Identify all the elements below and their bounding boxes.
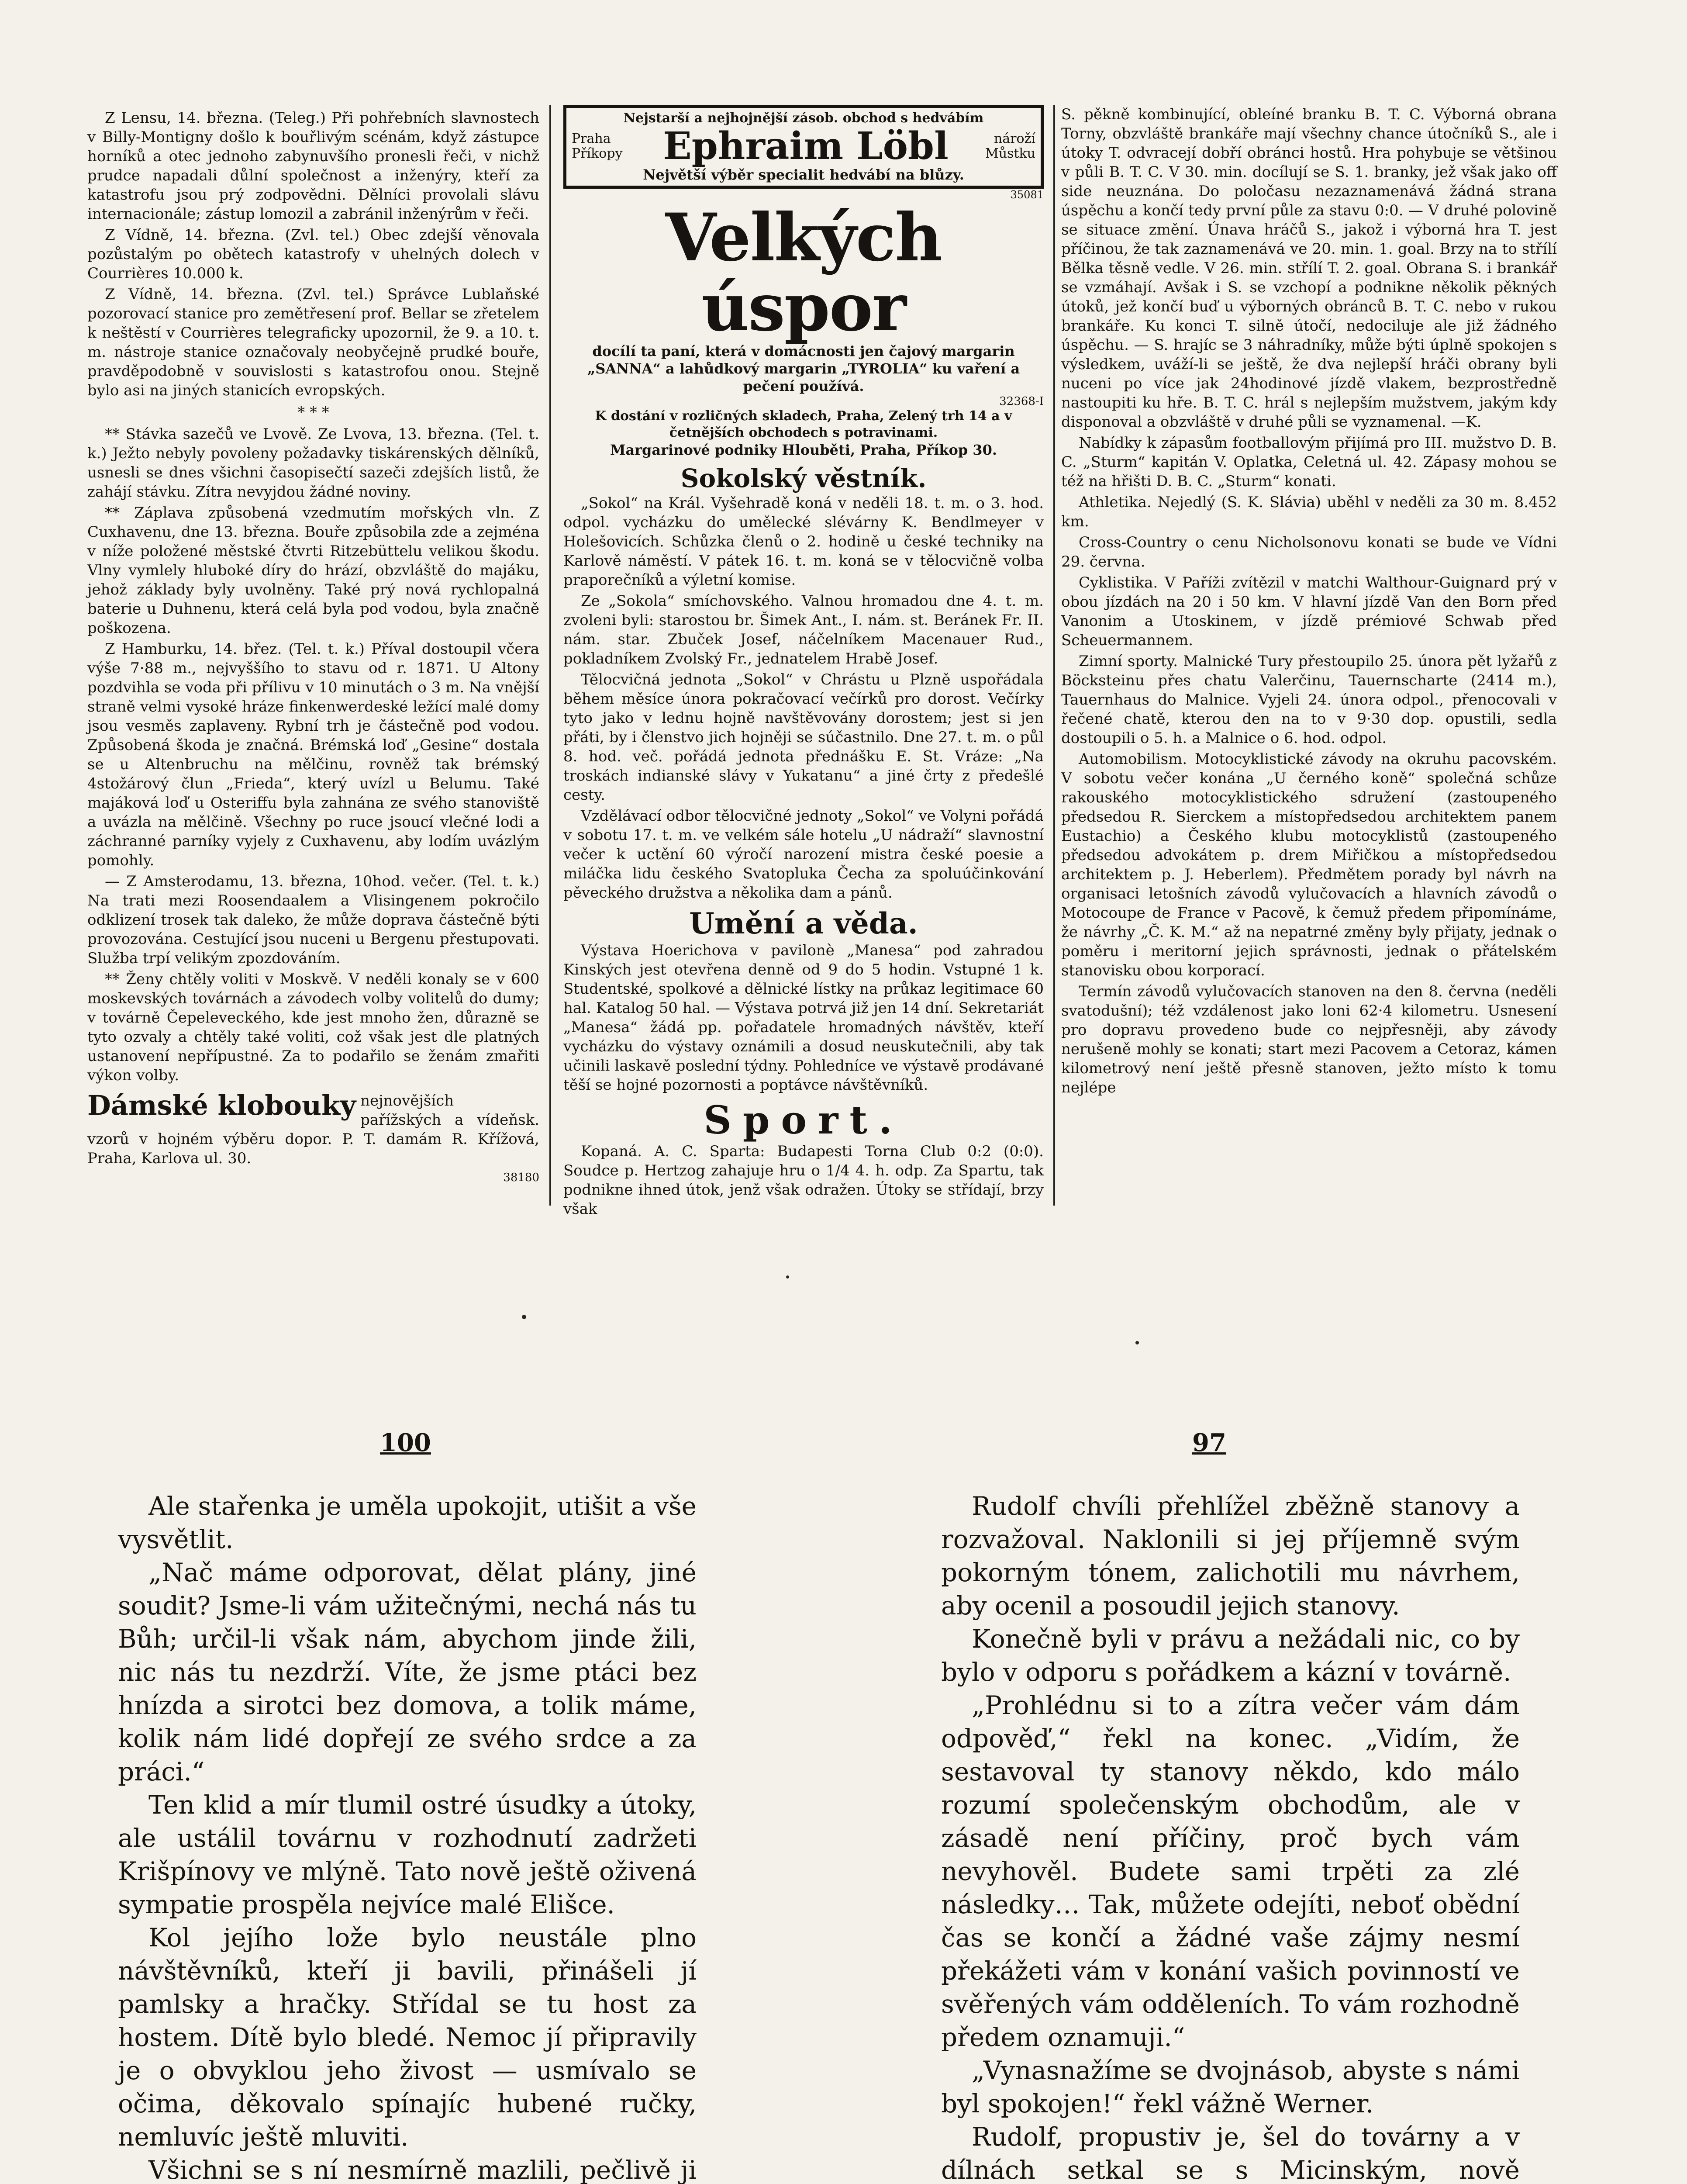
book-paragraph: Ten klid a mír tlumil ostré úsudky a útoky, ale ustálil továrnu v rozhodnutí zadržeti Krišpínovy ve mlýně. Tato nově ještě oživená sympatie prospěla nejvíce malé Elišce. <box>118 1790 697 1919</box>
scan-speck <box>786 1275 789 1279</box>
book-paragraph: Rudolf, propustiv je, šel do továrny a v dílnách setkal se s Micinským, nově <box>941 2122 1520 2184</box>
ad-margarine-code: 32368-I <box>999 395 1044 408</box>
news-paragraph: ** Stávka sazečů ve Lvově. Ze Lvova, 13. března. (Tel. t. k.) Ježto nebyly povoleny požadavky tiskárenských dělníků, usnesli se dnes všichni časopisečtí sazeči zdejších listů, že zahájí stávku. Zítra nevyjdou žádné noviny. <box>87 425 539 501</box>
ad-margarine <box>563 199 1044 459</box>
sokol-paragraph: Vzdělávací odbor tělocvičné jednoty „Sokol“ ve Volyni pořádá v sobotu 17. t. m. ve velkém sále hotelu „U nádraží“ slavnostní večer k uctění 60 výročí narození mistra české poesie a miláčka lidu českého Svatopluka Čecha za spoluúčinkování pěveckého družstva a několika dam a pánů. <box>563 807 1044 902</box>
sokol-paragraph: „Sokol“ na Král. Vyšehradě koná v neděli 18. t. m. o 3. hod. odpol. vycházku do umělecké slévárny K. Bendlmeyer v Holešovicích. Schůzka členů o 2. hodině u české techniky na Karlově náměstí. V pátek 16. t. m. koná se v tělocvičně volba praporečníků a výletní komise. <box>563 494 1044 589</box>
ad-hats <box>87 1091 539 1187</box>
news-paragraph: Zimní sporty. Malnické Tury přestoupilo 25. února pět lyžařů z Böcksteinu přes chatu Valerčinu, Tauernscharte (2414 m.), Tauernhaus do Malnice. Vyjeli 24. února odpol., přenocovali v řečené chatě, kterou den na to v 9·30 dop. opustili, sedla dostoupili o 5. h. a Malnice o 6. hod. odpol. <box>1061 653 1557 747</box>
ad-margarine-body2: K dostání v rozličných skladech, Praha, Zelený trh 14 a v četnějších obchodech s potravinami. <box>595 408 1012 440</box>
news-paragraph: Nabídky k zápasům footballovým přijímá pro III. mužstvo D. B. C. „Sturm“ kapitán V. Oplatka, Celetná ul. 42. Zápasy mohou se též na hřišti D. B. C. „Sturm“ konati. <box>1061 434 1557 490</box>
book-paragraph: „Nač máme odporovat, dělat plány, jiné soudit? Jsme-li vám užitečnými, nechá nás tu Bůh; určil-li však nám, abychom jinde žili, nic nás tu nezdrží. Víte, že jsme ptáci bez hnízda a sirotci bez domova, a tolik máme, kolik nám lidé dopřejí ze svého srdce a za práci.“ <box>118 1558 697 1787</box>
news-paragraph: Z Hamburku, 14. břez. (Tel. t. k.) Příval dostoupil včera výše 7·88 m., nejvyššího to stavu od r. 1871. U Altony pozdvihla se voda při přílivu v 10 minutách o 3 m. Na vnější straně velmi vysoké hráze finkenwerdeské ležící malé domy jsou vesměs zaplaveny. Rybní trh je částečně pod vodou. Způsobená škoda je značná. Brémská loď „Gesine“ dostala se u Altenbruchu na mělčinu, rovněž tak brémský 4stožárový člun „Frieda“, který uvízl u Belumu. Také majáková loď u Osteriffu byla zahnána ze svého stanoviště a uvázla na mělčině. Všechny po ruce jsoucí vlečné lodi a záchranné parníky vyjely z Cuxhavenu, aby lodím uvázlým pomohly. <box>87 640 539 869</box>
ad-hats-title: Dámské klobouky <box>87 1089 356 1121</box>
book-paragraph: Rudolf chvíli přehlížel zběžně stanovy a rozvažoval. Naklonili si jej příjemně svým pokorným tónem, zalichotili mu návrhem, aby ocenil a posoudil jejich stanovy. <box>941 1491 1520 1621</box>
sokol-paragraph: Tělocvičná jednota „Sokol“ v Chrástu u Plzně uspořádala během měsíce února pokračovací večírků pro dorost. Večírky tyto jako v lednu hojně navštěvovány dorostem; jest si jen přáti, by i členstvo jich hojněji se súčastnilo. Dne 27. t. m. o půl 8. hod. več. pořádá jednota přednášku E. St. Vráze: „Na troskách indianské slávy v Yukatanu“ a jiné črty z předešlé cesty. <box>563 671 1044 804</box>
ad-silk-left: Praha Příkopy <box>572 131 623 161</box>
column-rule <box>1053 105 1055 1206</box>
news-column-left <box>87 108 539 1187</box>
news-paragraph: Termín závodů vylučovacích stanoven na den 8. června (neděli svatodušní); též vzdálenost jako loni 62·4 kilometru. Usnesení pro dopravu provedeno bude co nejpřesněji, aby závody nerušeně mohly se konati; start mezi Pacovem a Cetoraz, kámen kilometrový není ještě přesně stanoven, ježto místo k tomu nejlépe <box>1061 983 1557 1096</box>
ad-silk-code: 35081 <box>1010 189 1044 201</box>
stars-separator: * * * <box>297 404 329 421</box>
news-paragraph: Z Lensu, 14. března. (Teleg.) Při pohřebních slavnostech v Billy-Montigny došlo k bouřlivým scénám, když zástupce horníků a otec jednoho zabynuvšího pronesli řeči, v nichž prudce napadali důlní společnost a inženýry, kteří za katastrofu jsou prý zodpovědni. Dělníci provolali slávu internacionále; zástup lomozil a zabránil inženýrům v řeči. <box>87 109 539 223</box>
sokol-paragraph: Ze „Sokola“ smíchovského. Valnou hromadou dne 4. t. m. zvoleni byli: starostou br. Šimek Ant., I. nám. st. Beránek Fr. II. nám. star. Zbuček Josef, náčelníkem Macenauer Rud., pokladníkem Zvolský Fr., jednatelem Hrabě Josef. <box>563 592 1044 667</box>
ad-silk-line3: Největší výběr specialit hedvábí na blůzy. <box>643 166 964 183</box>
ad-margarine-body: docílí ta paní, která v domácnosti jen čajový margarin „SANNA“ a lahůdkový margarin „TYROLIA“ ku vaření a pečení používá. <box>587 343 1020 394</box>
ad-hats-code: 38180 <box>503 1171 539 1184</box>
ad-hats-body: nejnovějších pařížských a vídeňsk. vzorů v hojném výběru dopor. P. T. damám R. Křížová, Praha, Karlova ul. 30. <box>87 1092 539 1167</box>
ad-silk-name: Ephraim Löbl <box>663 124 949 168</box>
book-paragraph: Ale stařenka je uměla upokojit, utišit a vše vysvětlit. <box>118 1491 697 1554</box>
column-rule <box>549 105 551 1206</box>
ad-silk-right: nároží Můstku <box>985 131 1035 161</box>
book-page-left <box>118 1489 697 2184</box>
ad-margarine-body3: Margarinové podniky Hlouběti, Praha, Příkop 30. <box>610 442 997 458</box>
book-paragraph: „Prohlédnu si to a zítra večer vám dám odpověď,“ řekl na konec. „Vidím, že sestavoval ty stanovy někdo, kdo málo rozumí společenským obchodům, ale v zásadě není příčiny, proč bych vám nevyhověl. Budete sami trpěti za zlé následky… Tak, můžete odejíti, neboť obědní čas se končí a žádné vaše zájmy nesmí překážeti vám v konání vašich povinností ve svěřených vám odděleních. To vám rozhodně předem oznamuji.“ <box>941 1690 1520 2052</box>
ad-silk-line1: Nejstarší a nejhojnější zásob. obchod s hedvábím <box>623 111 984 126</box>
news-paragraph: Cyklistika. V Paříži zvítězil v matchi Walthour-Guignard prý v obou jízdách na 20 i 50 km. V hlavní jízdě Van den Born před Vanonim a Utoskinem, v jízdě prémiové Schwab před Scheuermannem. <box>1061 574 1557 649</box>
book-page-number-right: 97 <box>1192 1428 1226 1457</box>
scan-speck <box>1135 1341 1139 1344</box>
ad-margarine-title: Velkých úspor <box>665 199 942 346</box>
news-paragraph: — Z Amsterodamu, 13. března, 10hod. večer. (Tel. t. k.) Na trati mezi Roosendaalem a Vlisingenem pokročilo odklizení trosek tak daleko, že může doprava částečně býti provozována. Cestující jsou nuceni u Bergenu přestupovati. Služba trpí velikým zpozdováním. <box>87 873 539 967</box>
book-paragraph: Všichni se s ní nesmírně mazlili, pečlivě ji <box>148 2155 697 2184</box>
news-column-right <box>1061 105 1557 1099</box>
news-paragraph: Athletika. Nejedlý (S. K. Slávia) uběhl v neděli za 30 m. 8.452 km. <box>1061 494 1557 530</box>
book-page-number-left: 100 <box>380 1428 431 1457</box>
book-paragraph: „Vynasnažíme se dvojnásob, abyste s námi byl spokojen!“ řekl vážně Werner. <box>941 2056 1520 2118</box>
book-page-right <box>941 1489 1520 2184</box>
ad-silk <box>563 105 1044 189</box>
news-paragraph: ** Ženy chtěly voliti v Moskvě. V neděli konaly se v 600 moskevských továrnách a závodech volby volitelů do dumy; v továrně Čepeleveckého, kde jest mnoho žen, důrazně se tyto ozvaly a chtěly také voliti, což však jest dle platných ustanovení nepřípustné. Za to podařilo se ženám zmařiti výkon volby. <box>87 971 539 1084</box>
news-paragraph: Z Vídně, 14. března. (Zvl. tel.) Obec zdejší věnovala pozůstalým po obětech katastrofy v uhelných dolech v Courrières 10.000 k. <box>87 226 539 282</box>
sport-heading: Sport. <box>704 1097 904 1143</box>
sokol-heading: Sokolský věstník. <box>680 463 927 493</box>
book-paragraph: Konečně byli v právu a nežádali nic, co by bylo v odporu s pořádkem a kázní v továrně. <box>941 1624 1520 1687</box>
news-paragraph: Cross-Country o cenu Nicholsonovu konati se bude ve Vídni 29. června. <box>1061 534 1557 570</box>
scan-speck <box>522 1315 526 1319</box>
news-paragraph: Automobilism. Motocyklistické závody na okruhu pacovském. V sobotu večer konána „U černého koně“ společná schůze rakouského motocyklistického sdružení (zastoupeného předsedou R. Sierckem a místopředsedou architektem panem Eustachio) a Českého klubu motocyklistů (zastoupeného předsedou advokátem p. drem Miřičkou a místopředsedou architektem p. J. Heberlem). Předmětem porady byl návrh na organisaci letošních závodů vylučovacích a hlavních závodů o Motocoupe de France v Pacově, k čemuž předem připomínáme, že návrhy „Č. K. M.“ až na nepatrné změny byly přijaty, jednak o poměru i meritorní jejich správnosti, jednak o přátelském stanovisku obou korporací. <box>1061 750 1557 979</box>
news-paragraph: S. pěkně kombinující, obleíné branku B. T. C. Výborná obrana Torny, obzvláště brankáře mají všechny chance útočníků S., ale i útoky T. odvracejí dobří obránci hostů. Hra pohybuje se většinou v půli B. T. C. V 30. min. docílují se S. 1. branky, jež však jako off side neuznána. Do poločasu nezaznamenává žádná strana úspěchu a končí tedy první půle za stavu 0:0. — V druhé polovině se situace změní. Únava hráčů S., jakož i výborná hra T. jest příčinou, že tak zaznamenává ve 20. min. 1. goal. Brzy na to střílí Bělka těsně vedle. V 26. min. střílí T. 2. goal. Obrana S. i brankář se vzmáhají. Avšak i S. se vzchopí a podnikne několik pěkných útoků, jež končí buď u výborných obránců B. T. C. nebo v rukou brankáře. Ku konci T. silně útočí, nedociluje ale již žádného úspěchu. — S. hrajíc se 3 náhradníky, může býti úplně spokojen s výsledkem, uváží-li se ještě, že dva nejlepší hráči obrany byli nuceni po více jak 24hodinové jízdě vlakem, bezprostředně nastoupiti ku hře. B. T. C. hrál s nejlepším mužstvem, jakým kdy disponoval a obzvláště v druhé půli se vyznamenal. —K. <box>1061 106 1557 431</box>
sport-paragraph: Kopaná. A. C. Sparta: Budapesti Torna Club 0:2 (0:0). Soudce p. Hertzog zahajuje hru o 1/4 4. h. odp. Za Spartu, tak podnikne ihned útok, jenž však odražen. Útoky se střídají, brzy však <box>563 1143 1044 1218</box>
art-heading: Umění a věda. <box>689 906 918 940</box>
art-paragraph: Výstava Hoerichova v pavilonè „Manesa“ pod zahradou Kinských jest otevřena denně od 9 do 5 hodin. Vstupné 1 k. Studentské, spolkové a dělnické lístky na průkaz legitimace 60 hal. Katalog 50 hal. — Výstava potrvá již jen 14 dní. Sekretariát „Manesa“ žádá pp. pořadatele hromadných návštěv, kteří vycházku do výstavy oznámili a dosud neuskutečnili, aby tak učinili laskavě poslední týdny. Pohledníce ve výstavě prodávané těší se hojné pozornosti a poptávce návštěvníků. <box>563 942 1044 1094</box>
news-column-middle <box>563 105 1044 1220</box>
news-paragraph: Z Vídně, 14. března. (Zvl. tel.) Správce Lublaňské pozorovací stanice pro zemětřesení prof. Bellar se zřetelem k neštěstí v Courrières telegraficky upozornil, že 9. a 10. t. m. nástroje stanice označovaly neobyčejně prudké bouře, pravděpodobně v souvislosti s katastrofou onou. Stejně bylo asi na jiných stanicích evropských. <box>87 286 539 399</box>
news-paragraph: ** Záplava způsobená vzedmutím mořských vln. Z Cuxhavenu, dne 13. března. Bouře způsobila zde a zejména v níže položené městské čtvrti Ritzebüttelu velikou škodu. Vlny vymlely hluboké díry do hrází, obzvláště do majáku, jehož základy byly uvolněny. Také prý nová rychlopalná baterie u Duhnenu, která celá byla pod vodou, byla značně poškozena. <box>87 504 539 637</box>
book-paragraph: Kol jejího lože bylo neustále plno návštěvníků, kteří ji bavili, přinášeli jí pamlsky a hračky. Střídal se tu host za hostem. Dítě bylo bledé. Nemoc jí připravily je o obvyklou jeho živost — usmívalo se očima, děkovalo spínajíc hubené ručky, nemluvíc ještě mluviti. <box>118 1923 697 2152</box>
